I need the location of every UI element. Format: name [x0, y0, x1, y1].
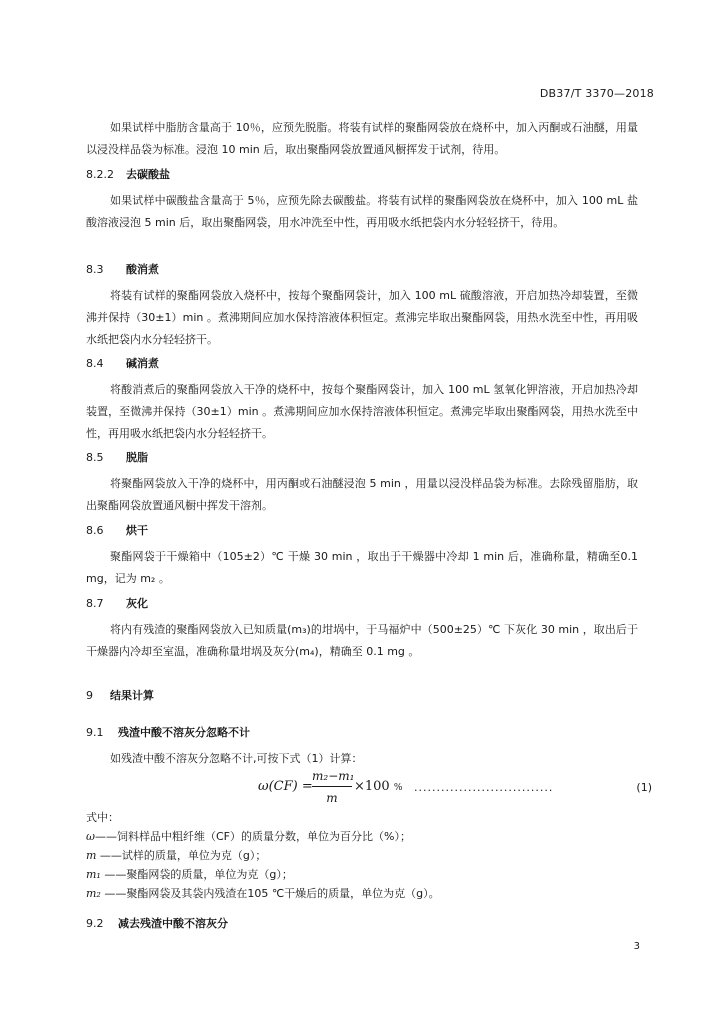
paragraph-ashing: 将内有残渣的聚酯网袋放入已知质量(m₃)的坩埚中，于马福炉中（500±25）℃ 下灰化 30 min ，取出后于干燥器内冷却至室温，准确称量坩埚及灰分(m₄)，精确至 0.1 mg 。 — [86, 623, 638, 658]
where-item-m2 — [86, 884, 646, 903]
where-intro: 式中： — [86, 811, 119, 824]
heading-8-6 — [86, 523, 148, 539]
heading-title: 结果计算 — [110, 689, 154, 702]
variable-definitions — [86, 808, 646, 903]
where-symbol: m₁ — [86, 868, 101, 881]
heading-title: 灰化 — [126, 597, 148, 610]
where-description: ——聚酯网袋及其袋内残渣在105 ℃干燥后的质量，单位为克（g）。 — [100, 887, 440, 900]
formula-multiplier: ×100 — [354, 779, 390, 794]
paragraph-remove-carbonate: 如果试样中碳酸盐含量高于 5％，应预先除去碳酸盐。将装有试样的聚酯网袋放在烧杯中，加入 100 mL 盐酸溶液浸泡 5 min 后，取出聚酯网袋，用水冲洗至中性，再用吸水纸把袋内水分轻轻挤干，待用。 — [86, 194, 638, 229]
where-description: ——试样的质量，单位为克（g）； — [96, 849, 267, 862]
formula-fraction — [312, 768, 355, 806]
heading-title: 酸消煮 — [126, 263, 159, 276]
standard-code: DB37/T 3370—2018 — [539, 87, 654, 100]
heading-9 — [86, 688, 154, 704]
heading-8-2-2 — [86, 167, 170, 183]
heading-title: 残渣中酸不溶灰分忽略不计 — [118, 726, 250, 739]
heading-title: 脱脂 — [126, 451, 148, 464]
paragraph-acid-digestion: 将装有试样的聚酯网袋放入烧杯中，按每个聚酯网袋计，加入 100 mL 硫酸溶液，开启加热冷却装置，至微沸并保持（30±1）min 。煮沸期间应加水保持溶液体积恒定。煮沸完毕取出聚酯网袋，用热水洗至中性，再用吸水纸把袋内水分轻轻挤干。 — [86, 289, 638, 346]
heading-8-3 — [86, 262, 159, 278]
formula-lhs: ω(CF) = — [258, 779, 313, 794]
where-item-omega — [86, 827, 646, 846]
paragraph-drying: 聚酯网袋于干燥箱中（105±2）℃ 干燥 30 min ，取出于干燥器中冷却 1 min 后，准确称量，精确至0.1 mg，记为 m₂ 。 — [86, 550, 638, 585]
where-item-m1 — [86, 865, 646, 884]
heading-number: 8.6 — [86, 524, 104, 537]
heading-number: 8.5 — [86, 451, 104, 464]
where-symbol: m — [86, 849, 97, 862]
where-item-m — [86, 846, 646, 865]
heading-9-1 — [86, 725, 250, 741]
paragraph-degrease-fat: 如果试样中脂肪含量高于 10％，应预先脱脂。将装有试样的聚酯网袋放在烧杯中，加入丙酮或石油醚，用量以浸没样品袋为标准。浸泡 10 min 后，取出聚酯网袋放置通风橱挥发于试剂，待用。 — [86, 121, 638, 156]
heading-number: 8.7 — [86, 597, 104, 610]
heading-number: 9.1 — [86, 726, 104, 739]
where-symbol: ω — [86, 830, 95, 843]
equation-number: (1) — [636, 781, 652, 794]
heading-title: 碱消煮 — [126, 357, 159, 370]
where-description: ——聚酯网袋的质量，单位为克（g）； — [100, 868, 293, 881]
formula-rhs — [354, 779, 402, 794]
page-number: 3 — [633, 941, 640, 952]
heading-number: 8.2.2 — [86, 168, 114, 181]
heading-number: 9.2 — [86, 917, 104, 930]
where-symbol: m₂ — [86, 887, 101, 900]
heading-number: 8.3 — [86, 263, 104, 276]
paragraph-alkali-digestion: 将酸消煮后的聚酯网袋放入干净的烧杯中，按每个聚酯网袋计，加入 100 mL 氢氧化钾溶液，开启加热冷却装置，至微沸并保持（30±1）min 。煮沸期间应加水保持溶液体积恒定。煮沸完毕取出聚酯网袋，用热水洗至中性，再用吸水纸把袋内水分轻轻挤干。 — [86, 383, 638, 440]
heading-9-2 — [86, 916, 228, 932]
formula-denominator: m — [326, 791, 338, 805]
heading-number: 9 — [86, 689, 93, 702]
heading-title: 去碳酸盐 — [126, 168, 170, 181]
where-description: ——饲料样品中粗纤维（CF）的质量分数，单位为百分比（%）； — [94, 830, 411, 843]
heading-number: 8.4 — [86, 357, 104, 370]
heading-8-4 — [86, 356, 159, 372]
paragraph-degrease: 将聚酯网袋放入干净的烧杯中，用丙酮或石油醚浸泡 5 min ，用量以浸没样品袋为标准。去除残留脂肪，取出聚酯网袋放置通风橱中挥发干溶剂。 — [86, 477, 638, 512]
formula-percent: % — [393, 783, 403, 793]
heading-8-7 — [86, 596, 148, 612]
fraction-bar — [312, 786, 352, 787]
heading-title: 减去残渣中酸不溶灰分 — [118, 917, 228, 930]
heading-title: 烘干 — [126, 524, 148, 537]
heading-8-5 — [86, 450, 148, 466]
formula-leader-dots: ............................... — [414, 781, 554, 794]
formula-numerator: m₂−m₁ — [312, 769, 355, 783]
paragraph-formula-intro: 如残渣中酸不溶灰分忽略不计,可按下式（1）计算： — [110, 752, 363, 765]
